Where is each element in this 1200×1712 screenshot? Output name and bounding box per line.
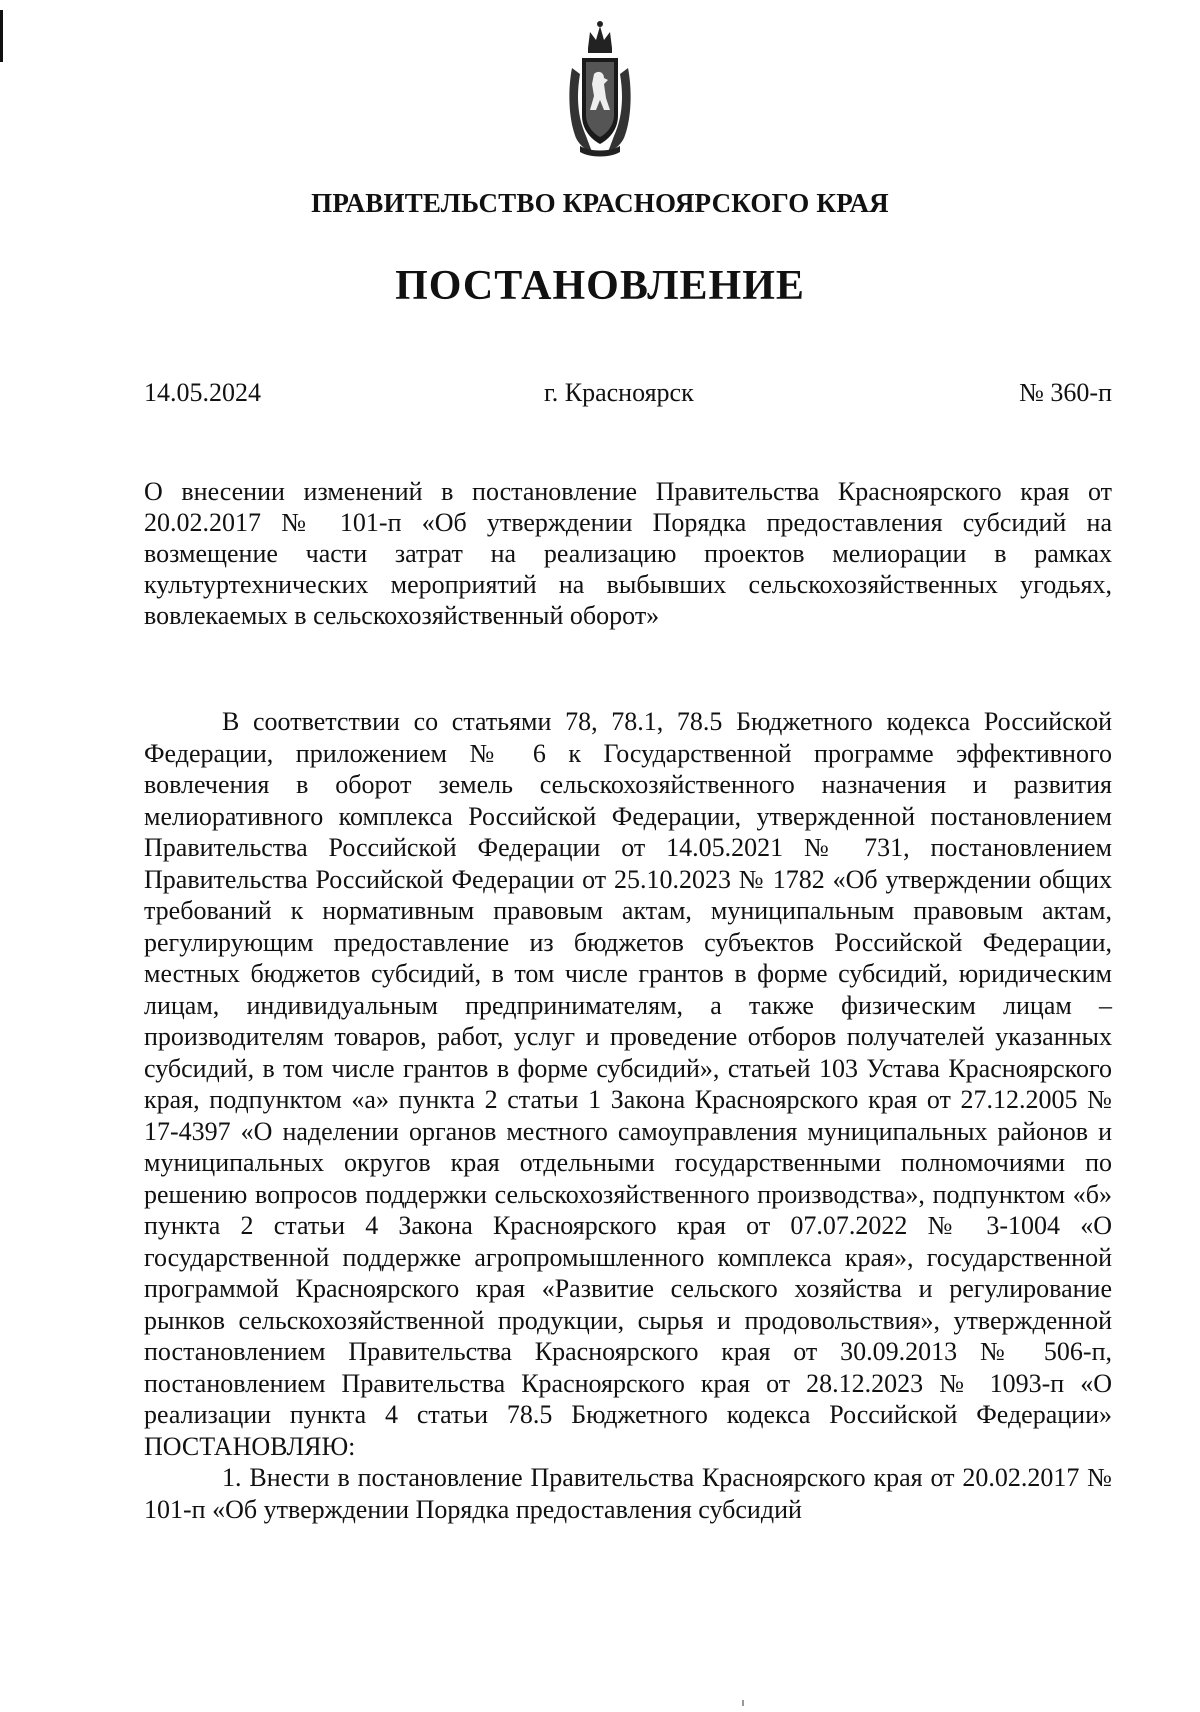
- document-meta-row: [144, 378, 1112, 408]
- government-title: ПРАВИТЕЛЬСТВО КРАСНОЯРСКОГО КРАЯ: [311, 188, 889, 218]
- document-type-title: ПОСТАНОВЛЕНИЕ: [395, 263, 805, 309]
- document-subject: О внесении изменений в постановление Правительства Красноярского края от 20.02.2017 № 101-п «Об утверждении Порядка предоставления субсидий на возмещение части затрат на реализацию проектов мелиорации в рамках культуртехнических мероприятий на выбывших сельскохозяйственных угодьях, вовлекаемых в сельскохозяйственный оборот»: [144, 477, 1112, 630]
- document-city: г. Красноярск: [544, 378, 694, 407]
- scan-edge-mark: [0, 10, 3, 62]
- coat-of-arms-icon: [566, 18, 634, 158]
- scan-artifact: [742, 1700, 744, 1706]
- document-number: № 360-п: [1019, 378, 1112, 407]
- preamble-paragraph: В соответствии со статьями 78, 78.1, 78.5 Бюджетного кодекса Российской Федерации, приложением № 6 к Государственной программе эффективного вовлечения в оборот земель сельскохозяйственного назначения и развития мелиоративного комплекса Российской Федерации, утвержденной постановлением Правительства Российской Федерации от 14.05.2021 № 731, постановлением Правительства Российской Федерации от 25.10.2023 № 1782 «Об утверждении общих требований к нормативным правовым актам, муниципальным правовым актам, регулирующим предоставление из бюджетов субъектов Российской Федерации, местных бюджетов субсидий, в том числе грантов в форме субсидий, юридическим лицам, индивидуальным предпринимателям, а также физическим лицам – производителям товаров, работ, услуг и проведение отборов получателей указанных субсидий, в том числе грантов в форме субсидий», статьей 103 Устава Красноярского края, подпунктом «а» пункта 2 статьи 1 Закона Красноярского края от 27.12.2005 № 17-4397 «О наделении органов местного самоуправления муниципальных районов и муниципальных округов края отдельными государственными полномочиями по решению вопросов поддержки сельскохозяйственного производства», подпунктом «б» пункта 2 статьи 4 Закона Красноярского края от 07.07.2022 № 3-1004 «О государственной поддержке агропромышленного комплекса края», государственной программой Красноярского края «Развитие сельского хозяйства и регулирование рынков сельскохозяйственной продукции, сырья и продовольствия», утвержденной постановлением Правительства Красноярского края от 30.09.2013 № 506-п, постановлением Правительства Красноярского края от 28.12.2023 № 1093-п «О реализации пункта 4 статьи 78.5 Бюджетного кодекса Российской Федерации» ПОСТАНОВЛЯЮ:: [144, 707, 1112, 1461]
- document-body: [144, 706, 1112, 1525]
- document-date: 14.05.2024: [144, 378, 261, 407]
- item-1-paragraph: 1. Внести в постановление Правительства Красноярского края от 20.02.2017 № 101-п «Об утверждении Порядка предоставления субсидий: [144, 1463, 1112, 1524]
